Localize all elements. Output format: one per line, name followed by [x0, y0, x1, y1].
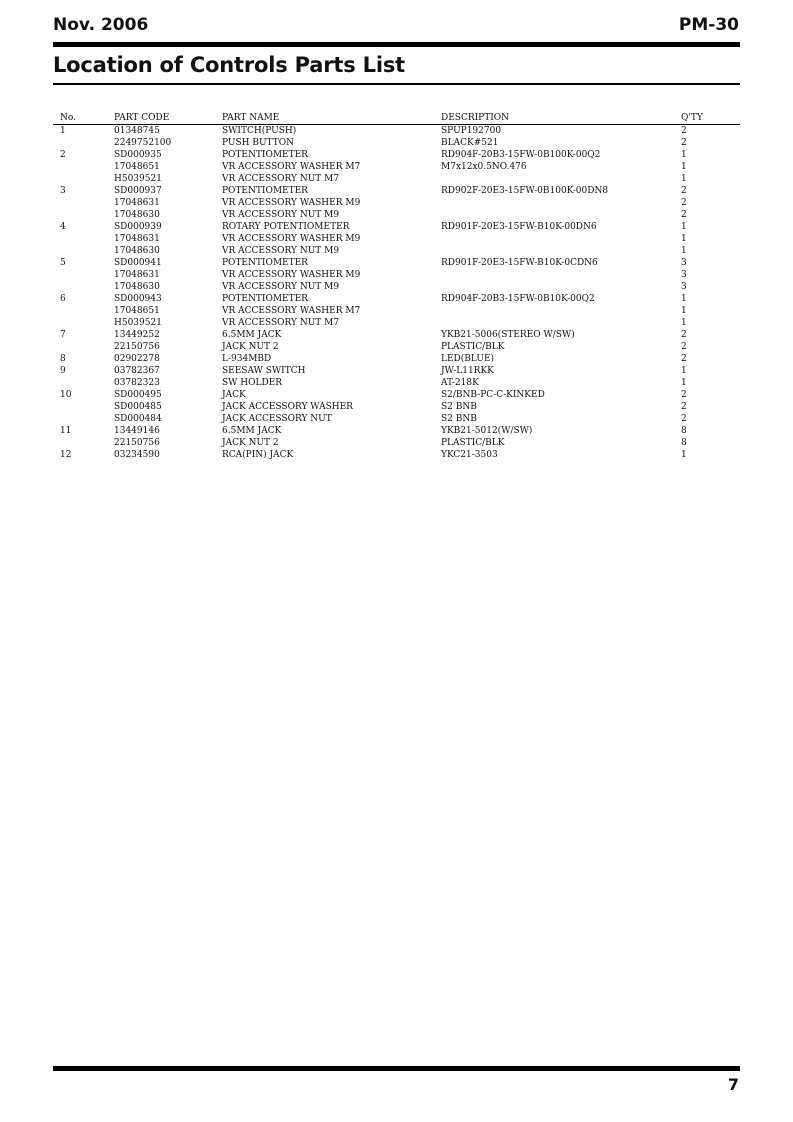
table-row — [53, 377, 740, 389]
cell-part-name: L-934MBD — [222, 354, 272, 364]
table-row — [53, 449, 740, 461]
cell-qty: 1 — [681, 378, 687, 388]
cell-description: YKB21-5006(STEREO W/SW) — [441, 330, 575, 340]
table-row — [53, 437, 740, 449]
cell-qty: 8 — [681, 438, 687, 448]
cell-qty: 8 — [681, 426, 687, 436]
table-row — [53, 341, 740, 353]
cell-part-name: SW HOLDER — [222, 378, 283, 388]
cell-part-name: 6.5MM JACK — [222, 330, 282, 340]
header-date: Nov. 2006 — [53, 15, 149, 35]
cell-part-code: 13449146 — [114, 426, 160, 436]
cell-qty: 2 — [681, 126, 687, 136]
cell-description: PLASTIC/BLK — [441, 342, 505, 352]
table-header — [53, 112, 740, 125]
cell-part-name: JACK ACCESSORY WASHER — [222, 402, 353, 412]
table-row — [53, 281, 740, 293]
cell-part-code: 17048651 — [114, 162, 160, 172]
cell-description: RD902F-20E3-15FW-0B100K-00DN8 — [441, 186, 609, 196]
cell-part-name: SWITCH(PUSH) — [222, 126, 297, 136]
cell-part-code: 17048631 — [114, 198, 160, 208]
cell-part-code: 17048630 — [114, 282, 160, 292]
cell-part-name: POTENTIOMETER — [222, 258, 308, 268]
cell-part-code: 22150756 — [114, 438, 160, 448]
cell-description: LED(BLUE) — [441, 354, 495, 364]
cell-qty: 3 — [681, 270, 687, 280]
cell-part-code: SD000941 — [114, 258, 162, 268]
col-name-header: PART NAME — [222, 113, 280, 123]
col-no-header: No. — [60, 113, 76, 123]
cell-part-name: JACK NUT 2 — [222, 342, 279, 352]
cell-part-code: SD000935 — [114, 150, 162, 160]
col-qty-header: Q'TY — [681, 113, 703, 123]
cell-description: S2 BNB — [441, 414, 477, 424]
cell-part-name: ROTARY POTENTIOMETER — [222, 222, 350, 232]
cell-part-name: SEESAW SWITCH — [222, 366, 306, 376]
cell-part-code: SD000485 — [114, 402, 162, 412]
table-row — [53, 173, 740, 185]
cell-qty: 1 — [681, 318, 687, 328]
cell-part-code: SD000939 — [114, 222, 162, 232]
cell-no: 5 — [60, 258, 66, 268]
cell-description: M7x12x0.5NO.476 — [441, 162, 527, 172]
cell-qty: 1 — [681, 294, 687, 304]
cell-description: RD904F-20B3-15FW-0B100K-00Q2 — [441, 150, 601, 160]
cell-part-name: POTENTIOMETER — [222, 150, 308, 160]
cell-description: RD901F-20E3-15FW-B10K-00DN6 — [441, 222, 597, 232]
table-row — [53, 197, 740, 209]
cell-no: 7 — [60, 330, 66, 340]
cell-qty: 1 — [681, 246, 687, 256]
cell-qty: 1 — [681, 306, 687, 316]
cell-part-code: H5039521 — [114, 318, 162, 328]
cell-description: S2 BNB — [441, 402, 477, 412]
table-row — [53, 137, 740, 149]
table-row — [53, 389, 740, 401]
cell-qty: 2 — [681, 330, 687, 340]
cell-part-name: VR ACCESSORY NUT M7 — [222, 318, 340, 328]
cell-part-code: 17048631 — [114, 270, 160, 280]
table-row — [53, 293, 740, 305]
title-rule — [53, 83, 740, 85]
table-row — [53, 185, 740, 197]
cell-description: SPUP192700 — [441, 126, 502, 136]
cell-qty: 2 — [681, 390, 687, 400]
cell-qty: 1 — [681, 174, 687, 184]
cell-qty: 2 — [681, 138, 687, 148]
cell-part-code: 17048651 — [114, 306, 160, 316]
cell-part-code: H5039521 — [114, 174, 162, 184]
table-row — [53, 269, 740, 281]
cell-qty: 1 — [681, 450, 687, 460]
cell-part-name: JACK NUT 2 — [222, 438, 279, 448]
page-number: 7 — [727, 1075, 739, 1094]
table-row — [53, 401, 740, 413]
header-model: PM-30 — [678, 15, 739, 35]
cell-part-code: 2249752100 — [114, 138, 172, 148]
page-title: Location of Controls Parts List — [53, 53, 405, 77]
cell-qty: 1 — [681, 366, 687, 376]
cell-part-name: VR ACCESSORY WASHER M9 — [222, 198, 361, 208]
cell-part-code: 03782367 — [114, 366, 160, 376]
cell-qty: 2 — [681, 186, 687, 196]
cell-description: YKB21-5012(W/SW) — [441, 426, 533, 436]
cell-part-name: POTENTIOMETER — [222, 186, 308, 196]
table-row — [53, 245, 740, 257]
footer-rule — [53, 1066, 740, 1071]
cell-part-code: SD000495 — [114, 390, 162, 400]
parts-table — [53, 112, 740, 461]
cell-part-name: VR ACCESSORY NUT M9 — [222, 246, 340, 256]
table-row — [53, 353, 740, 365]
cell-qty: 1 — [681, 150, 687, 160]
table-row — [53, 221, 740, 233]
cell-qty: 2 — [681, 414, 687, 424]
cell-part-code: 01348745 — [114, 126, 160, 136]
cell-part-code: SD000937 — [114, 186, 162, 196]
cell-part-name: VR ACCESSORY WASHER M9 — [222, 270, 361, 280]
cell-part-code: 03234590 — [114, 450, 160, 460]
table-row — [53, 305, 740, 317]
table-row — [53, 329, 740, 341]
cell-qty: 1 — [681, 222, 687, 232]
cell-description: YKC21-3503 — [441, 450, 498, 460]
cell-part-code: SD000943 — [114, 294, 162, 304]
table-row — [53, 161, 740, 173]
table-row — [53, 233, 740, 245]
table-row — [53, 365, 740, 377]
table-row — [53, 125, 740, 137]
cell-no: 9 — [60, 366, 66, 376]
col-code-header: PART CODE — [114, 113, 170, 123]
cell-part-name: VR ACCESSORY WASHER M9 — [222, 234, 361, 244]
cell-part-name: RCA(PIN) JACK — [222, 450, 294, 460]
cell-no: 6 — [60, 294, 66, 304]
cell-description: JW-L11RKK — [441, 366, 494, 376]
header-rule — [53, 42, 740, 47]
cell-no: 1 — [60, 126, 66, 136]
cell-description: RD901F-20E3-15FW-B10K-0CDN6 — [441, 258, 598, 268]
cell-qty: 2 — [681, 342, 687, 352]
table-row — [53, 149, 740, 161]
cell-description: RD904F-20B3-15FW-0B10K-00Q2 — [441, 294, 595, 304]
table-row — [53, 257, 740, 269]
cell-description: BLACK#521 — [441, 138, 499, 148]
cell-no: 12 — [60, 450, 72, 460]
cell-no: 2 — [60, 150, 66, 160]
cell-part-code: 17048631 — [114, 234, 160, 244]
cell-part-name: VR ACCESSORY WASHER M7 — [222, 162, 361, 172]
cell-no: 3 — [60, 186, 66, 196]
cell-description: AT-218K — [441, 378, 479, 388]
col-desc-header: DESCRIPTION — [441, 113, 510, 123]
cell-qty: 1 — [681, 234, 687, 244]
cell-no: 4 — [60, 222, 66, 232]
cell-part-name: VR ACCESSORY NUT M7 — [222, 174, 340, 184]
cell-qty: 2 — [681, 354, 687, 364]
cell-qty: 1 — [681, 162, 687, 172]
cell-part-name: JACK ACCESSORY NUT — [222, 414, 332, 424]
table-row — [53, 317, 740, 329]
cell-part-code: 02902278 — [114, 354, 160, 364]
cell-part-code: 13449252 — [114, 330, 160, 340]
cell-part-code: 03782323 — [114, 378, 160, 388]
cell-part-name: VR ACCESSORY WASHER M7 — [222, 306, 361, 316]
cell-part-name: VR ACCESSORY NUT M9 — [222, 282, 340, 292]
table-row — [53, 425, 740, 437]
cell-part-name: PUSH BUTTON — [222, 138, 294, 148]
cell-part-code: 17048630 — [114, 246, 160, 256]
cell-qty: 2 — [681, 402, 687, 412]
cell-part-code: 17048630 — [114, 210, 160, 220]
cell-qty: 3 — [681, 258, 687, 268]
cell-description: PLASTIC/BLK — [441, 438, 505, 448]
cell-part-code: 22150756 — [114, 342, 160, 352]
cell-description: S2/BNB-PC-C-KINKED — [441, 390, 545, 400]
cell-part-name: 6.5MM JACK — [222, 426, 282, 436]
cell-part-code: SD000484 — [114, 414, 162, 424]
cell-part-name: POTENTIOMETER — [222, 294, 308, 304]
table-row — [53, 209, 740, 221]
table-body — [53, 125, 740, 461]
cell-qty: 2 — [681, 198, 687, 208]
table-row — [53, 413, 740, 425]
cell-part-name: VR ACCESSORY NUT M9 — [222, 210, 340, 220]
cell-no: 8 — [60, 354, 66, 364]
cell-qty: 2 — [681, 210, 687, 220]
cell-no: 11 — [60, 426, 72, 436]
cell-part-name: JACK — [222, 390, 246, 400]
cell-no: 10 — [60, 390, 72, 400]
cell-qty: 3 — [681, 282, 687, 292]
